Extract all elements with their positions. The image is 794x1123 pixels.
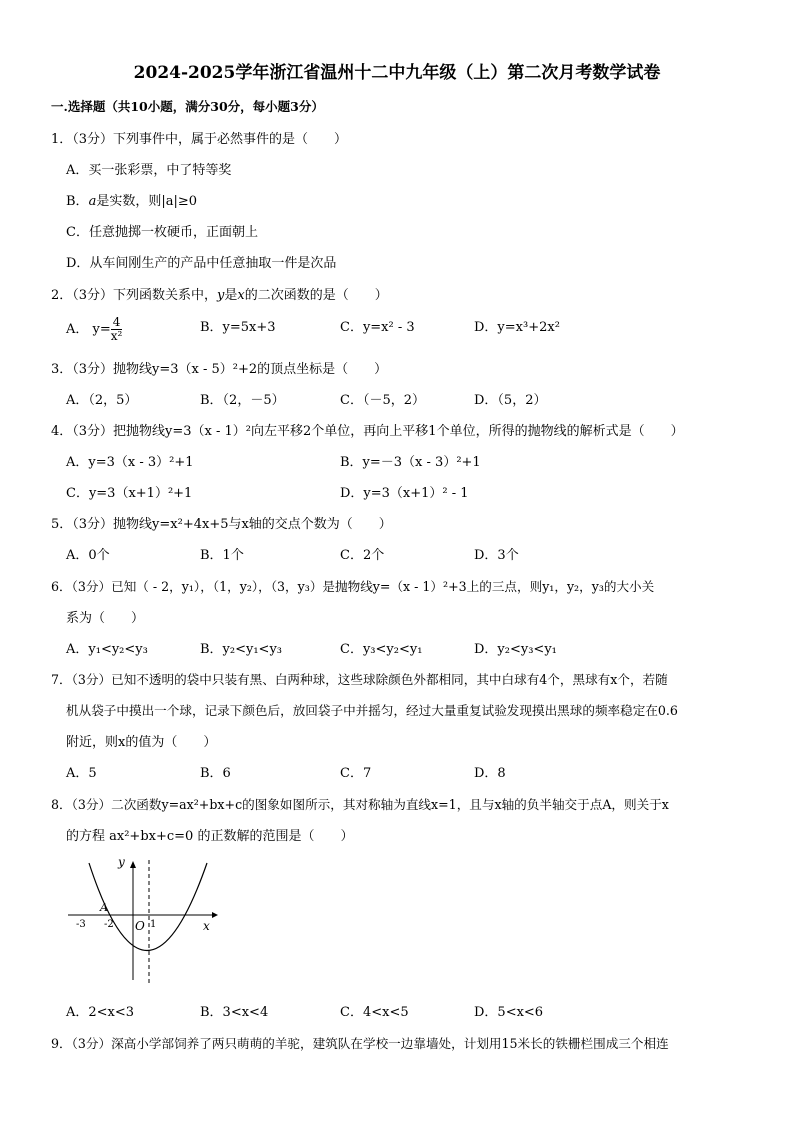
section-heading: 一.选择题（共10小题，满分30分，每小题3分）: [51, 99, 324, 114]
q8-options: [66, 1001, 766, 1019]
q5-option-d: D．3个: [474, 548, 519, 563]
q4-options-row2: [66, 482, 766, 500]
tick-label-neg3: -3: [76, 919, 86, 930]
q7-option-a: A．5: [66, 766, 97, 781]
q3-options: [66, 389, 766, 407]
q4-option-b: B．y=－3（x - 3）²+1: [340, 455, 481, 470]
q7-option-c: C．7: [340, 766, 372, 781]
q6-option-c: C．y₃<y₂<y₁: [340, 642, 423, 657]
q4-option-c: C．y=3（x+1）²+1: [66, 486, 193, 501]
q7-stem-line2: 机从袋子中摸出一个球，记录下颜色后，放回袋子中并摇匀，经过大量重复试验发现摸出黑球的频率稳定在0.6: [66, 703, 678, 718]
q8-stem-line1: 8．（3分）二次函数y=ax²+bx+c的图象如图所示，其对称轴为直线x=1，且与x轴的负半轴交于点A，则关于x: [51, 797, 669, 812]
q3-option-b: B．（2，－5）: [200, 393, 285, 408]
q6-option-a: A．y₁<y₂<y₃: [66, 642, 148, 657]
q6-option-b: B．y₂<y₁<y₃: [200, 642, 283, 657]
q4-options-row1: [66, 451, 766, 469]
q2-option-c: C．y=x² - 3: [340, 320, 415, 335]
q1-option-a: A．买一张彩票，中了特等奖: [66, 163, 232, 178]
x-axis-arrow: [212, 912, 218, 918]
q6-option-d: D．y₂<y₃<y₁: [474, 642, 557, 657]
q4-option-a: A．y=3（x - 3）²+1: [66, 455, 194, 470]
point-a-label: A: [100, 901, 108, 914]
q6-stem-line2: 系为（ ）: [66, 611, 145, 626]
q5-stem: 5．（3分）抛物线y=x²+4x+5与x轴的交点个数为（ ）: [51, 517, 392, 532]
q3-stem: 3．（3分）抛物线y=3（x - 5）²+2的顶点坐标是（ ）: [51, 362, 388, 377]
y-axis-arrow: [130, 861, 136, 868]
q1-option-d: D．从车间刚生产的产品中任意抽取一件是次品: [66, 256, 337, 271]
q6-stem-line1: 6．（3分）已知（ - 2，y₁），（1，y₂），（3，y₃）是抛物线y=（x - 1）²+3上的三点，则y₁，y₂，y₃的大小关: [51, 579, 655, 594]
q3-option-c: C．（－5，2）: [340, 393, 425, 408]
y-axis-label: y: [118, 855, 125, 869]
q1-stem: 1．（3分）下列事件中，属于必然事件的是（ ）: [51, 132, 348, 147]
x-axis-label: x: [203, 919, 210, 933]
q3-option-a: A．（2，5）: [66, 393, 138, 408]
q2-option-d: D．y=x³+2x²: [474, 320, 560, 335]
q9-stem-line1: 9．（3分）深高小学部饲养了两只萌萌的羊驼，建筑队在学校一边靠墙处，计划用15米长的铁栅栏围成三个相连: [51, 1036, 669, 1051]
q3-option-d: D．（5，2）: [474, 393, 547, 408]
q8-stem-line2: 的方程 ax²+bx+c=0 的正数解的范围是（ ）: [66, 829, 354, 844]
q2-option-a: A． y= $\frac{4}{\text{x²}}$: [66, 315, 123, 343]
q7-stem-line1: 7．（3分）已知不透明的袋中只装有黑、白两种球，这些球除颜色外都相同，其中白球有4个，黑球有x个，若随: [51, 672, 668, 687]
q5-option-c: C．2个: [340, 548, 385, 563]
q8-option-a: A．2<x<3: [66, 1005, 135, 1020]
q5-option-a: A．0个: [66, 548, 110, 563]
q2-stem: 2．（3分）下列函数关系中，y是x的二次函数的是（ ）: [51, 288, 388, 303]
q4-stem: 4．（3分）把抛物线y=3（x - 1）²向左平移2个单位，再向上平移1个单位，所得的抛物线的解析式是（ ）: [51, 424, 684, 439]
q5-options: [66, 544, 766, 562]
q7-option-d: D．8: [474, 766, 506, 781]
q8-option-b: B．3<x<4: [200, 1005, 269, 1020]
q7-option-b: B．6: [200, 766, 231, 781]
q7-stem-line3: 附近，则x的值为（ ）: [66, 735, 217, 750]
q4-option-d: D．y=3（x+1）² - 1: [340, 486, 469, 501]
q8-option-d: D．5<x<6: [474, 1005, 544, 1020]
q1-option-b: B．a是实数，则|a|≥0: [66, 194, 198, 209]
q8-option-c: C．4<x<5: [340, 1005, 409, 1020]
q7-options: [66, 762, 766, 780]
q1-option-c: C．任意抛掷一枚硬币，正面朝上: [66, 225, 258, 240]
q2-option-b: B．y=5x+3: [200, 320, 276, 335]
tick-label-neg2: -2: [104, 919, 114, 930]
parabola-graph: [60, 848, 230, 988]
q5-option-b: B．1个: [200, 548, 244, 563]
fraction: $\frac{4}{\text{x²}}$: [110, 315, 123, 343]
exam-title: 2024-2025学年浙江省温州十二中九年级（上）第二次月考数学试卷: [133, 63, 661, 83]
origin-label: O: [135, 919, 145, 933]
tick-label-1: 1: [150, 919, 157, 930]
q2-options: [66, 308, 766, 342]
q6-options: [66, 638, 766, 656]
